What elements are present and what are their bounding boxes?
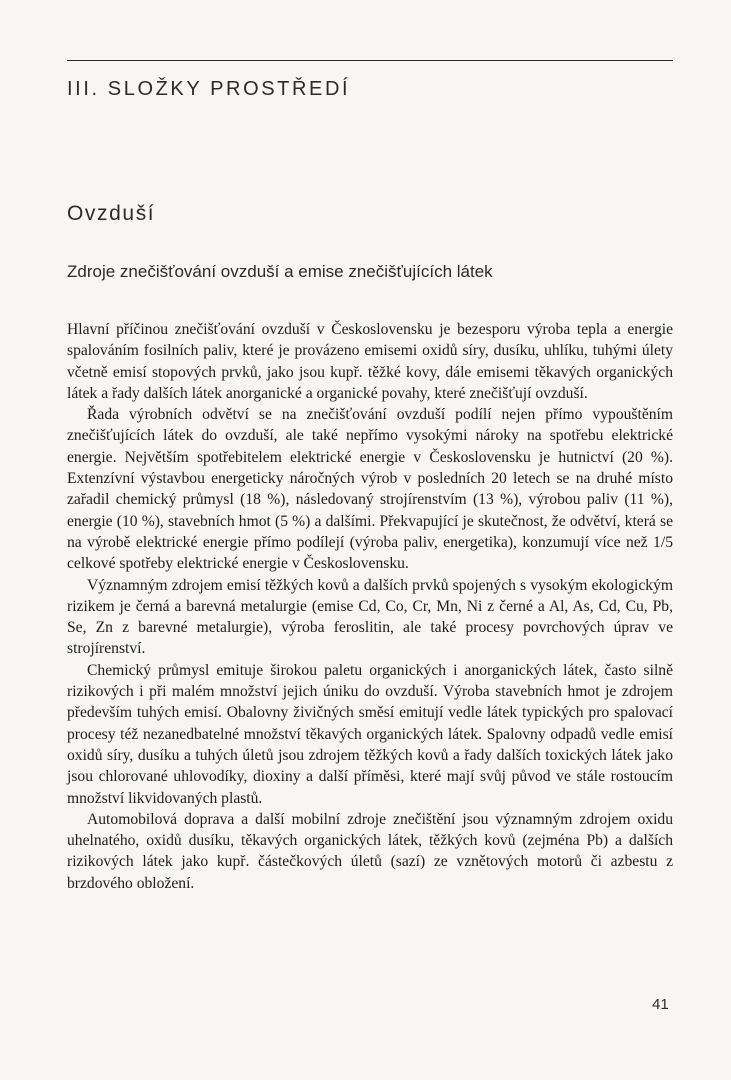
top-rule (67, 60, 673, 61)
paragraph: Řada výrobních odvětví se na znečišťování ovzduší podílí nejen přímo vypouštěním znečišťujících látek do ovzduší, ale také nepřímo vysokými nároky na spotřebu elektrické energie. Největším spotřebitelem elektrické energie v Československu je hutnictví (20 %). Extenzívní výstavbou energeticky náročných výrob v posledních 20 letech se na druhé místo zařadil chemický průmysl (18 %), následovaný strojírenstvím (13 %), výrobou paliv (11 %), energie (10 %), stavebních hmot (5 %) a dalšími. Překvapující je skutečnost, že odvětví, která se na výrobě elektrické energie přímo podílejí (výroba paliv, energetika), konzumují více než 1/5 celkové spotřeby elektrické energie v Československu. (67, 406, 673, 573)
chapter-heading: III. SLOŽKY PROSTŘEDÍ (67, 78, 351, 100)
body-text (67, 319, 673, 894)
page-number: 41 (652, 996, 669, 1013)
subsection-heading: Zdroje znečišťování ovzduší a emise znečišťujících látek (67, 262, 493, 281)
paragraph: Významným zdrojem emisí těžkých kovů a dalších prvků spojených s vysokým ekologickým rizikem je černá a barevná metalurgie (emise Cd, Co, Cr, Mn, Ni z černé a Al, As, Cd, Cu, Pb, Se, Zn z barevné metalurgie), výroba feroslitin, ale také procesy povrchových úprav ve strojírenství. (67, 576, 673, 658)
section-heading: Ovzduší (67, 202, 156, 225)
paragraph: Hlavní příčinou znečišťování ovzduší v Československu je bezesporu výroba tepla a energie spalováním fosilních paliv, které je provázeno emisemi oxidů síry, dusíku, uhlíku, tuhými úlety včetně emisí stopových prvků, jako jsou kupř. těžké kovy, dále emisemi těkavých organických látek a řady dalších látek anorganické a organické povahy, které znečišťují ovzduší. (67, 321, 673, 402)
paragraph: Automobilová doprava a další mobilní zdroje znečištění jsou významným zdrojem oxidu uhelnatého, oxidů dusíku, těkavých organických látek, těžkých kovů (zejména Pb) a dalších rizikových látek jako kupř. částečkových úletů (sazí) ze vznětových motorů či azbestu z brzdového obložení. (67, 810, 673, 892)
paragraph: Chemický průmysl emituje širokou paletu organických i anorganických látek, často silně rizikových i při malém množství jejich úniku do ovzduší. Výroba stavebních hmot je zdrojem především tuhých emisí. Obalovny živičných směsí emitují vedle látek typických pro spalovací procesy též nezanedbatelné množství těkavých organických látek. Spalovny odpadů vedle emisí oxidů síry, dusíku a tuhých úletů jsou zdrojem těžkých kovů a řady dalších toxických látek jako jsou chlorované uhlovodíky, dioxiny a další příměsi, které mají svůj původ ve stále rostoucím množství likvidovaných plastů. (67, 661, 673, 807)
